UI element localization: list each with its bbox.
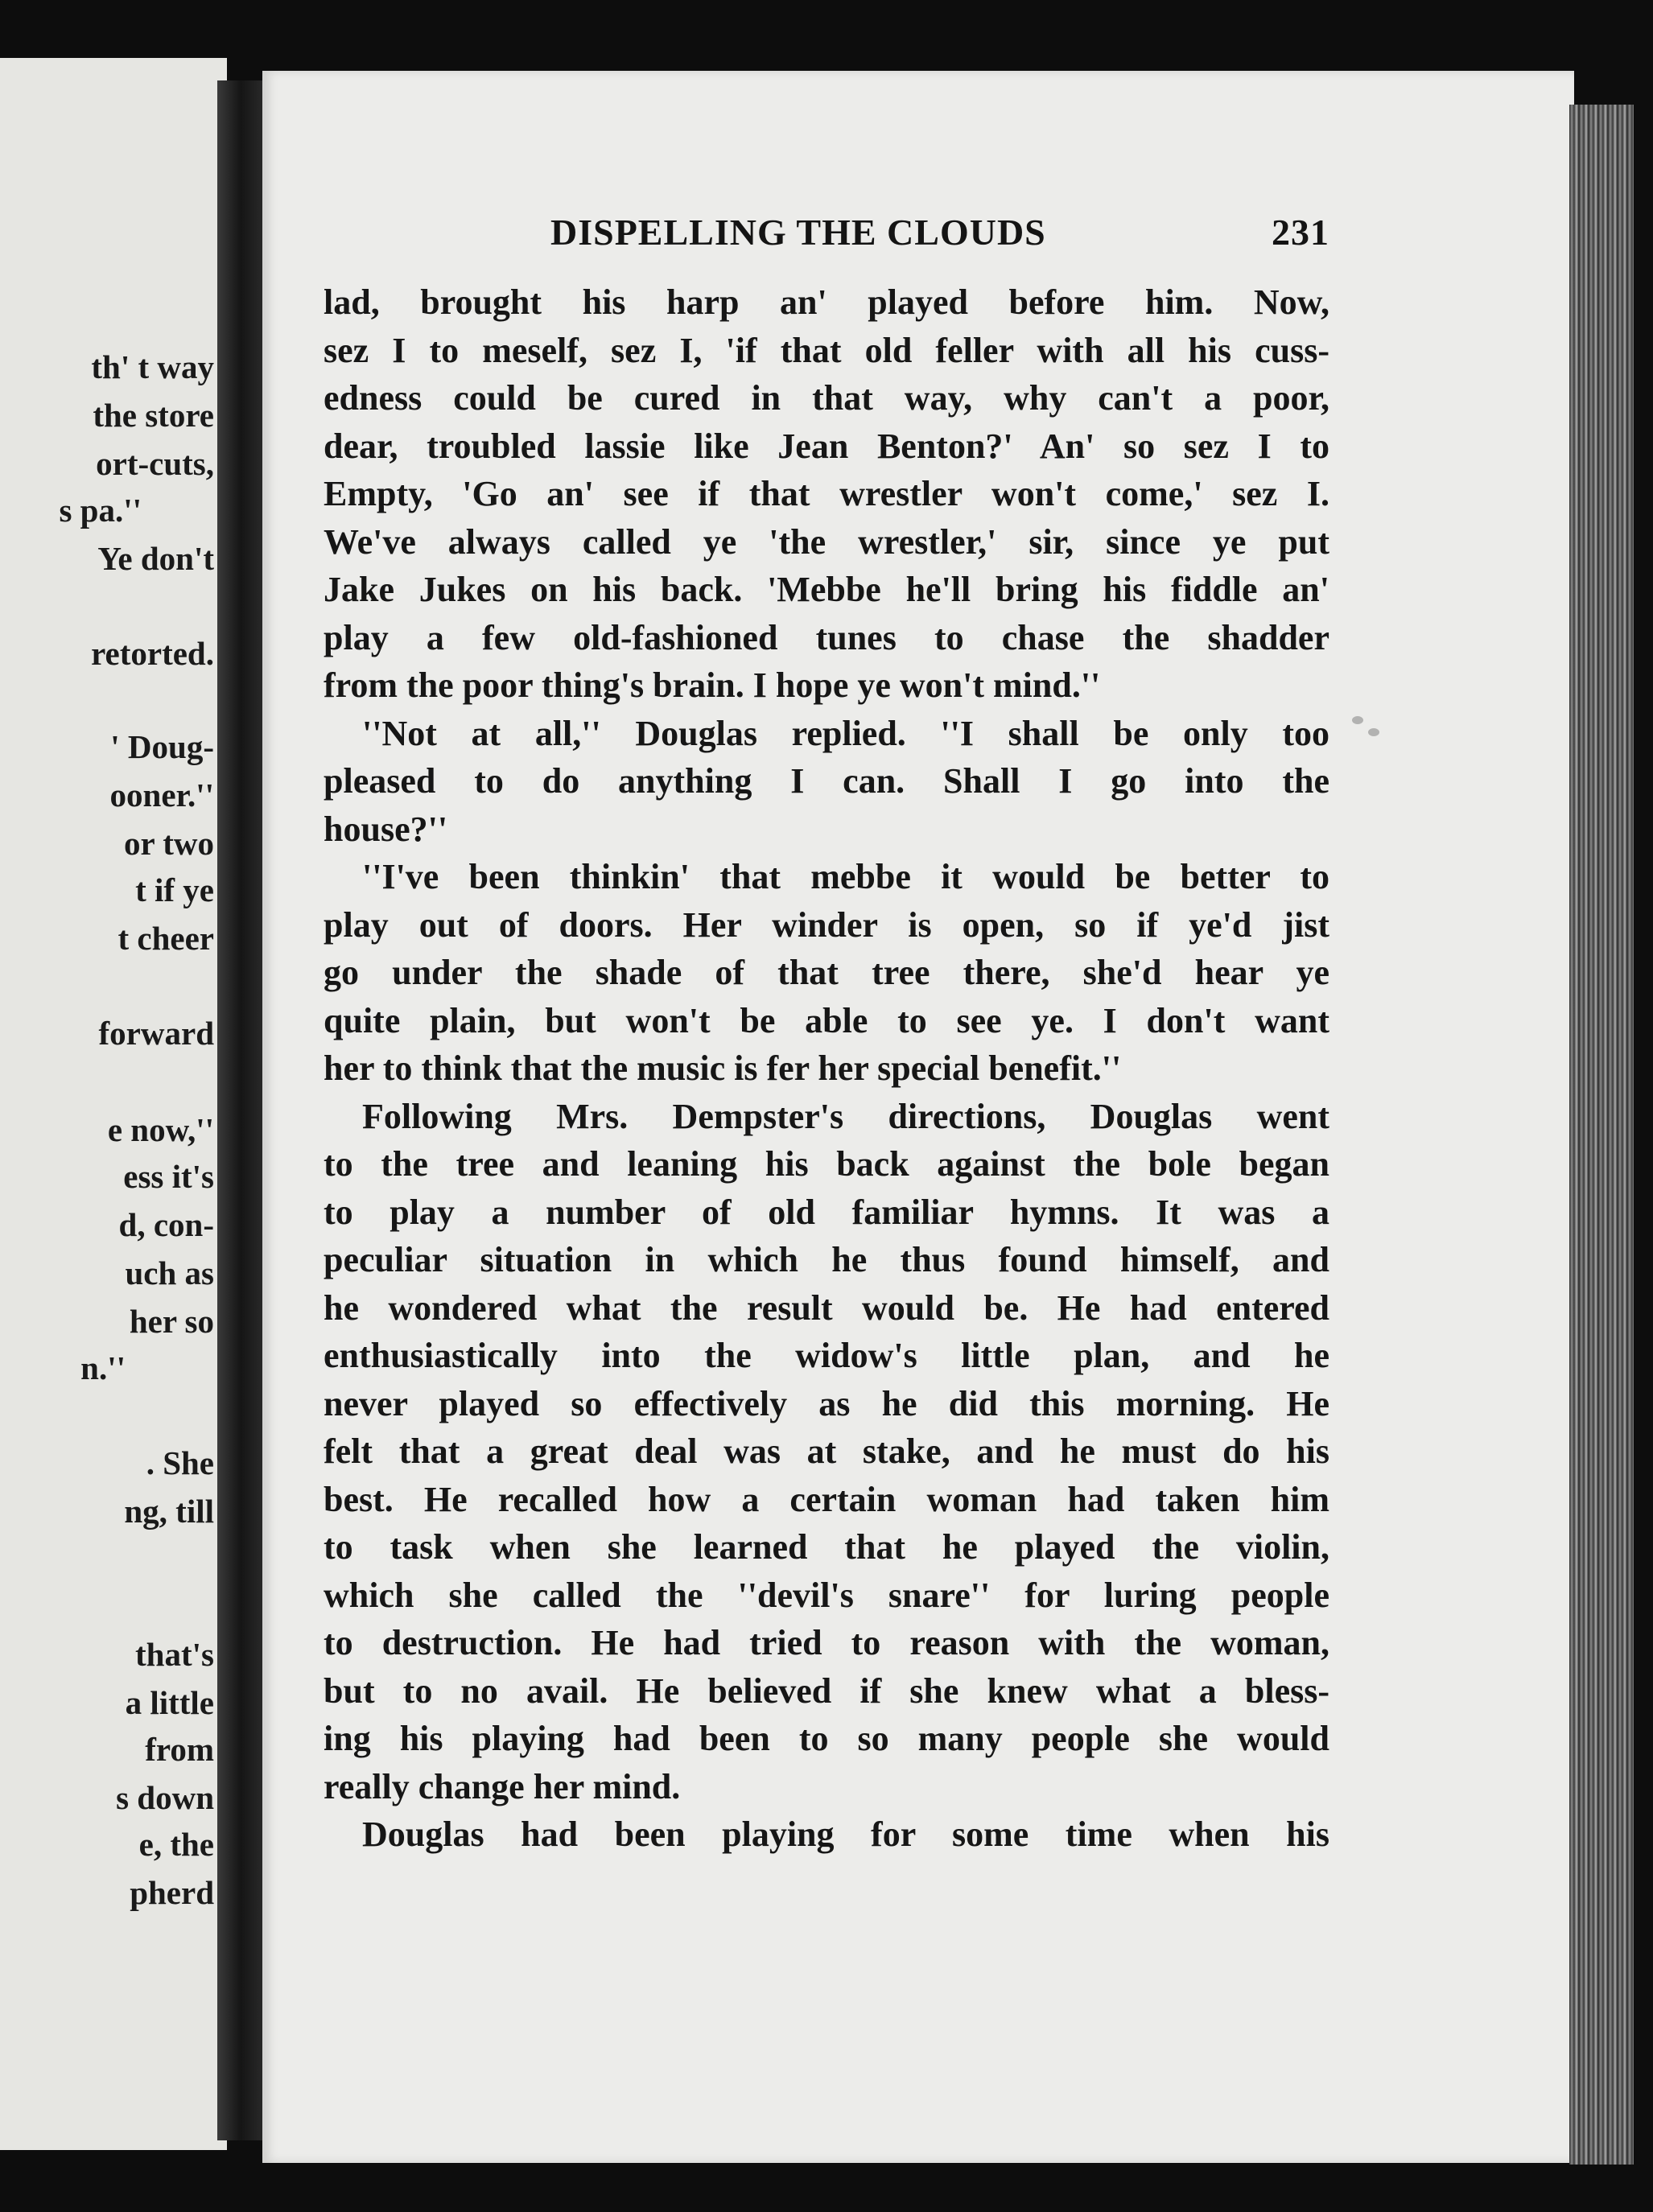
- previous-page-line: forward: [98, 1015, 214, 1052]
- previous-page-line: ess it's: [123, 1158, 214, 1195]
- previous-page-fragment: [0, 58, 227, 2150]
- text-line: edness could be cured in that way, why can't a poor,: [324, 378, 1329, 418]
- text-line: sez I to meself, sez I, 'if that old feller with all his cuss-: [324, 330, 1329, 370]
- previous-page-line: ' Doug-: [110, 728, 214, 765]
- previous-page-line: ort-cuts,: [96, 445, 214, 482]
- text-line: quite plain, but won't be able to see ye. I don't want: [324, 1000, 1329, 1040]
- previous-page-line: th' t way: [91, 348, 214, 385]
- text-line: Jake Jukes on his back. 'Mebbe he'll bring his fiddle an': [324, 570, 1329, 609]
- text-line: ''Not at all,'' Douglas replied. ''I shall be only too: [362, 713, 1329, 753]
- text-line: enthusiastically into the widow's little plan, and he: [324, 1336, 1329, 1375]
- text-line: We've always called ye 'the wrestler,' sir, since ye put: [324, 521, 1329, 562]
- previous-page-line: her so: [129, 1303, 214, 1340]
- previous-page-line: n.'': [80, 1349, 126, 1386]
- previous-page-line: s pa.'': [59, 492, 142, 529]
- text-line: really change her mind.: [324, 1766, 681, 1806]
- previous-page-line: a little: [125, 1684, 214, 1721]
- previous-page-line: d, con-: [118, 1206, 214, 1243]
- running-title: DISPELLING THE CLOUDS: [550, 212, 1046, 253]
- previous-page-line: e now,'': [107, 1111, 214, 1148]
- previous-page-line: t cheer: [117, 920, 214, 957]
- text-line: peculiar situation in which he thus found himself, and: [324, 1240, 1329, 1279]
- previous-page-line: . She: [146, 1444, 214, 1481]
- text-line: ing his playing had been to so many people she would: [324, 1719, 1329, 1758]
- previous-page-line: the store: [93, 397, 214, 434]
- page-number: 231: [1272, 212, 1329, 253]
- text-line: Following Mrs. Dempster's directions, Douglas went: [362, 1096, 1329, 1136]
- text-line: pleased to do anything I can. Shall I go into the: [324, 761, 1329, 801]
- previous-page-line: ng, till: [124, 1493, 214, 1530]
- previous-page-line: e, the: [138, 1826, 214, 1863]
- text-line: never played so effectively as he did this morning. He: [324, 1383, 1329, 1423]
- text-line: felt that a great deal was at stake, and he must do his: [324, 1431, 1329, 1471]
- previous-page-line: from: [145, 1731, 214, 1768]
- text-line: ''I've been thinkin' that mebbe it would be better to: [362, 857, 1329, 896]
- text-line: to the tree and leaning his back against the bole began: [324, 1144, 1329, 1184]
- page-body-text: [324, 278, 1329, 1859]
- text-line: to task when she learned that he played the violin,: [324, 1527, 1329, 1567]
- book-gutter-shadow: [217, 80, 264, 2140]
- text-line: Empty, 'Go an' see if that wrestler won't come,' sez I.: [324, 474, 1329, 513]
- text-line: but to no avail. He believed if she knew what a bless-: [324, 1670, 1329, 1711]
- previous-page-line: t if ye: [135, 871, 214, 908]
- text-line: to destruction. He had tried to reason with the woman,: [324, 1623, 1329, 1662]
- previous-page-line: pherd: [130, 1874, 214, 1911]
- text-line: to play a number of old familiar hymns. It was a: [324, 1192, 1329, 1232]
- text-line: he wondered what the result would be. He had entered: [324, 1287, 1329, 1328]
- text-line: play a few old-fashioned tunes to chase the shadder: [324, 617, 1329, 657]
- text-line: which she called the ''devil's snare'' for luring people: [324, 1575, 1329, 1615]
- previous-page-line: uch as: [125, 1254, 214, 1291]
- text-line: best. He recalled how a certain woman had taken him: [324, 1479, 1329, 1519]
- previous-page-line: or two: [124, 825, 214, 862]
- text-line: house?'': [324, 809, 448, 849]
- text-line: dear, troubled lassie like Jean Benton?' An' so sez I to: [324, 426, 1329, 466]
- previous-page-line: s down: [116, 1779, 214, 1816]
- text-line: lad, brought his harp an' played before him. Now,: [324, 282, 1329, 322]
- text-line: go under the shade of that tree there, she'd hear ye: [324, 953, 1329, 992]
- text-line: Douglas had been playing for some time when his: [362, 1814, 1329, 1854]
- previous-page-line: ooner.'': [109, 776, 214, 814]
- text-line: from the poor thing's brain. I hope ye won't mind.'': [324, 665, 1101, 705]
- previous-page-line: that's: [135, 1636, 214, 1673]
- text-line: play out of doors. Her winder is open, so if ye'd jist: [324, 904, 1329, 945]
- previous-page-line: Ye don't: [97, 540, 214, 577]
- page-edges: [1569, 105, 1634, 2165]
- previous-page-line: retorted.: [91, 635, 214, 672]
- scan-speck: [1352, 716, 1363, 724]
- text-line: her to think that the music is fer her special benefit.'': [324, 1048, 1122, 1088]
- scan-speck: [1368, 728, 1379, 736]
